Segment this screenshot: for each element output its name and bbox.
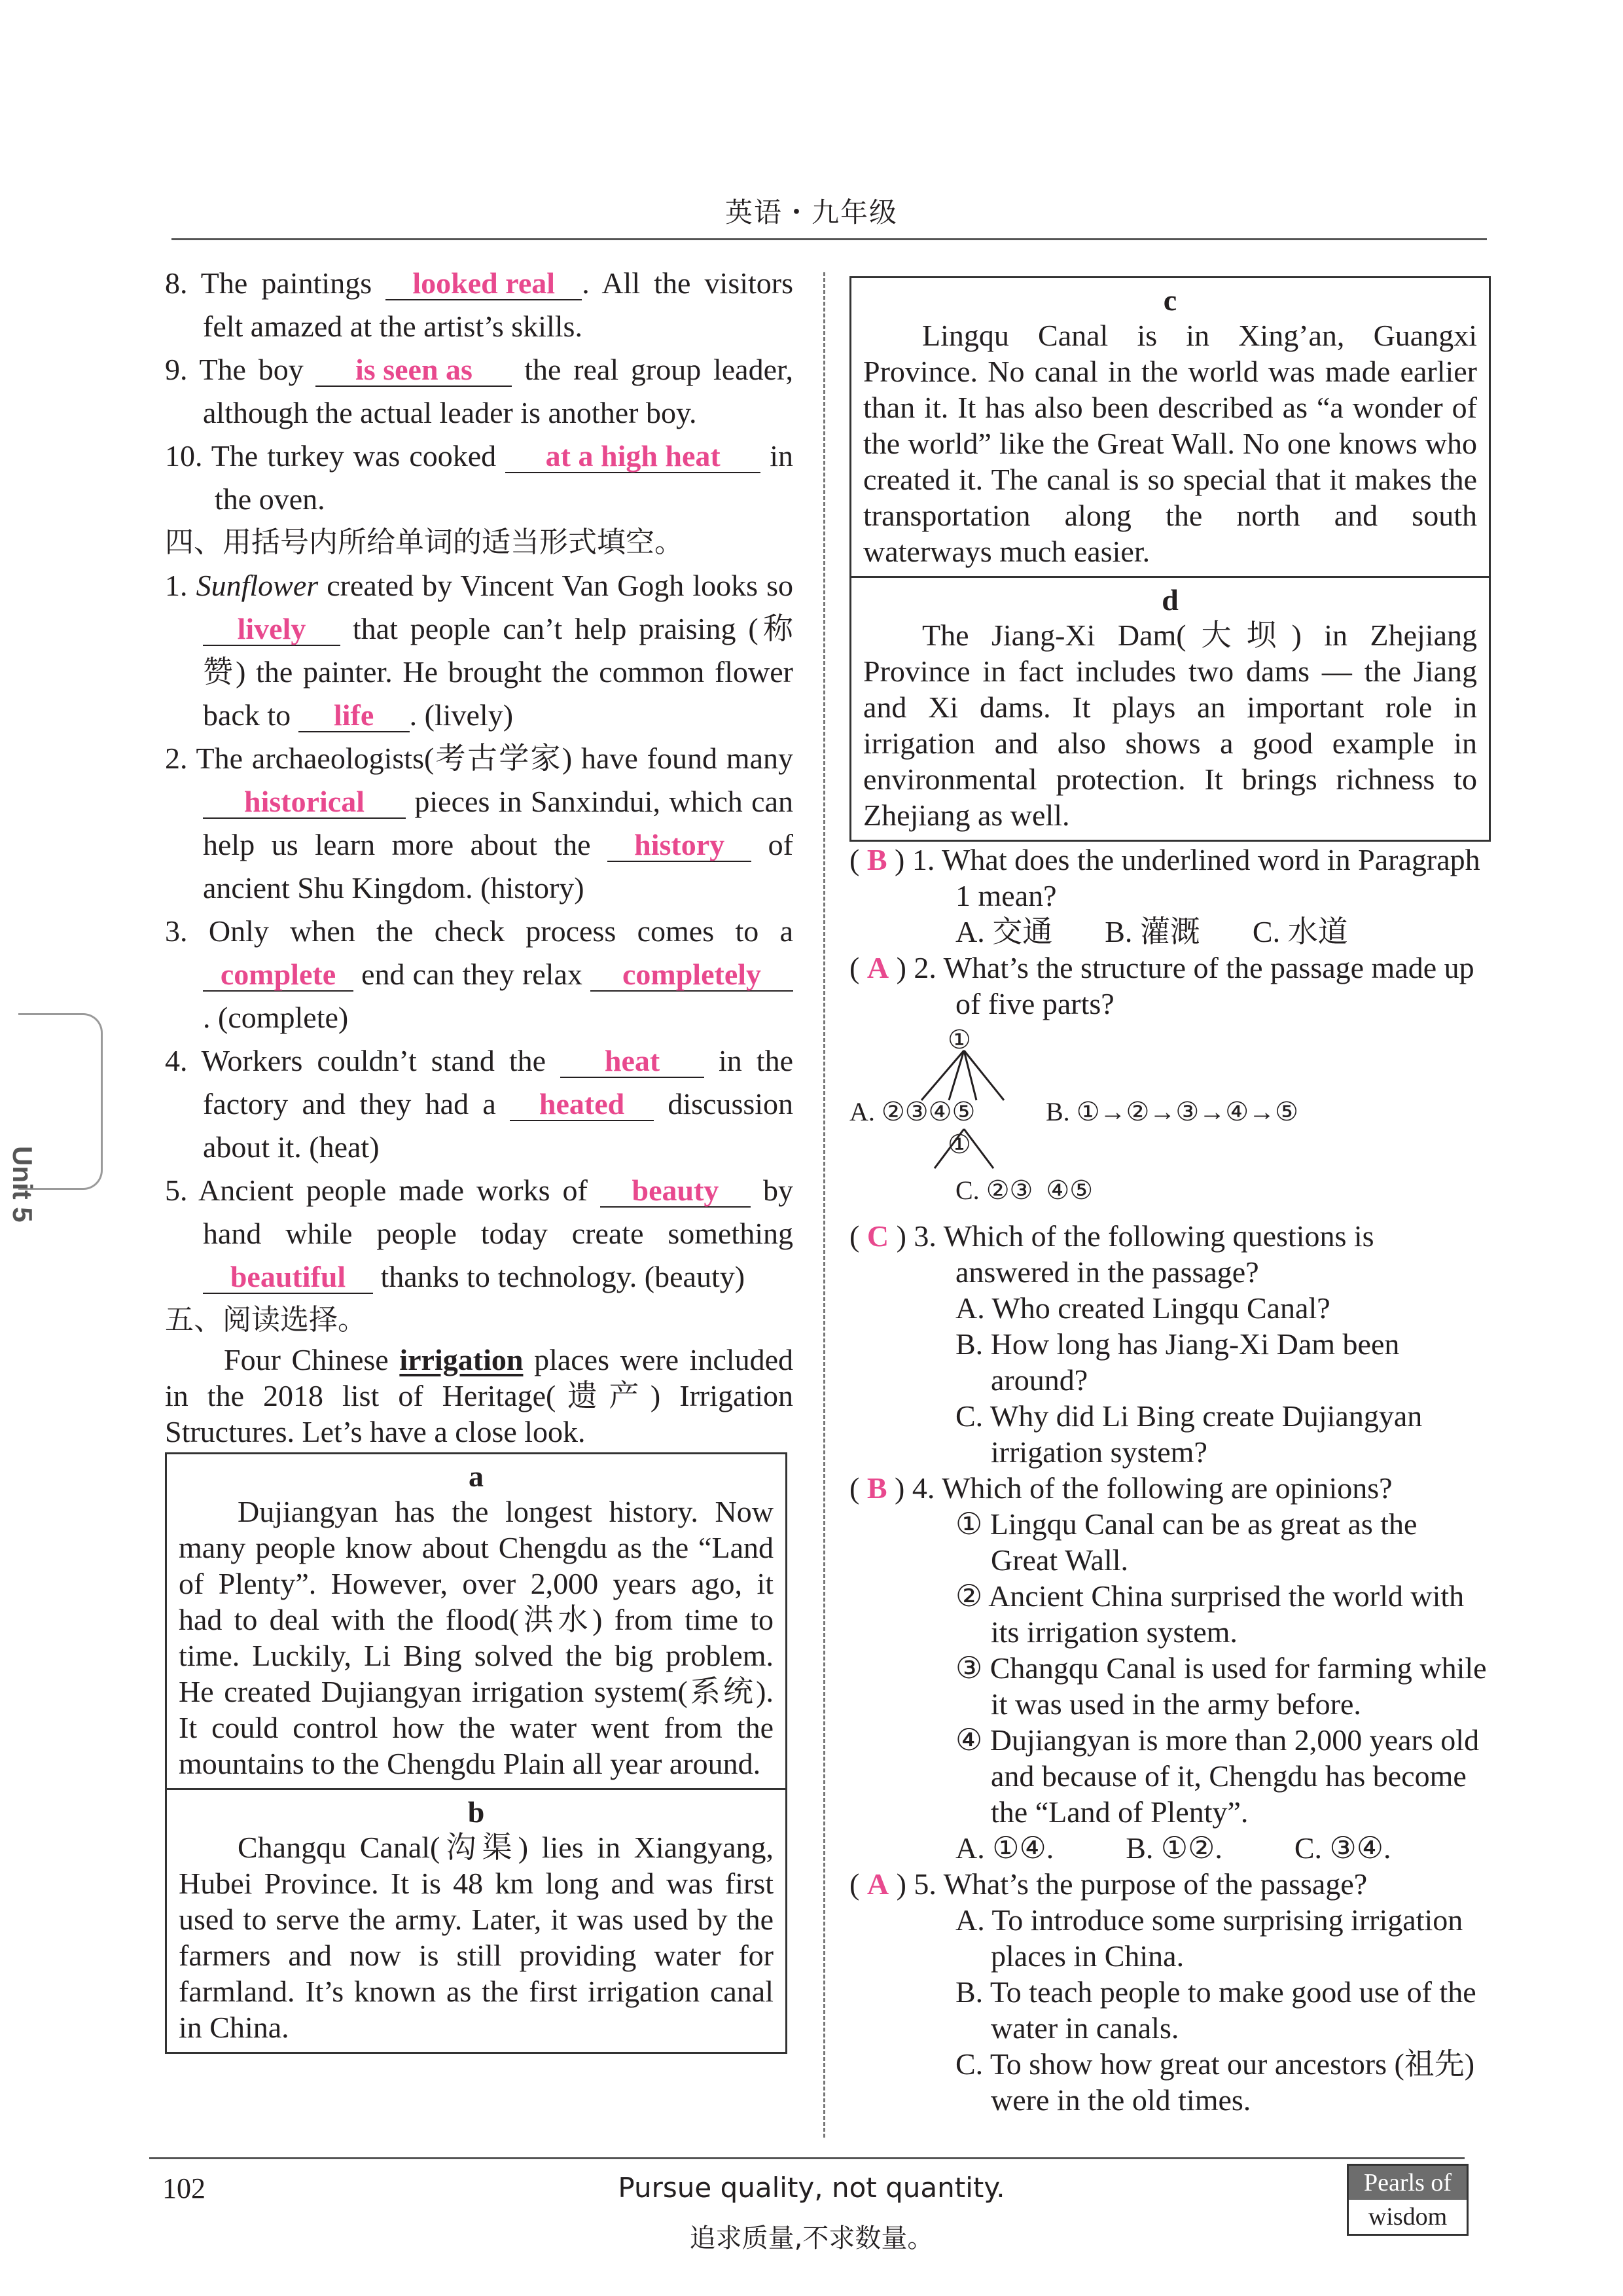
left-column	[165, 262, 793, 2054]
passage-label: b	[467, 1795, 485, 1829]
word-form-question-3: 3. Only when the check process comes to a complete end can they relax completely. (complete)	[165, 914, 793, 1034]
tree-a-top: ①	[948, 1025, 971, 1054]
answer-blank[interactable]: beauty	[600, 1175, 751, 1208]
passage-label: d	[1162, 583, 1179, 617]
statement-4: ④ Dujiangyan is more than 2,000 years old and because of it, Chengdu has become the “Land of Plenty”.	[955, 1723, 1480, 1829]
word-form-question-4: 4. Workers couldn’t stand the heat in the factory and they had a heated discussion about it. (heat)	[165, 1044, 794, 1164]
answer-blank[interactable]: looked real	[385, 268, 582, 300]
answer-blank[interactable]: heated	[510, 1088, 654, 1121]
passage-d	[851, 576, 1489, 840]
reading-question-4: ( B ) 4. Which of the following are opinions?	[849, 1471, 1393, 1505]
passage-label: c	[1163, 283, 1177, 317]
answer-blank[interactable]: at a high heat	[505, 440, 760, 473]
options-row	[849, 914, 1491, 950]
option-b[interactable]: B. 灌溉	[1105, 915, 1200, 948]
tree-c-top: ①	[948, 1130, 971, 1159]
answer-letter: A	[866, 1867, 889, 1901]
passage-label: a	[469, 1460, 484, 1493]
answer-blank[interactable]: complete	[203, 959, 353, 992]
answer-letter: A	[866, 951, 889, 984]
answer-blank[interactable]: is seen as	[315, 354, 512, 387]
option-a[interactable]: A. Who created Lingqu Canal?	[955, 1291, 1330, 1325]
passage-box-right	[849, 276, 1491, 842]
unit-label: Unit 5	[7, 1146, 38, 1223]
column-divider	[823, 272, 825, 2138]
options-row	[849, 1830, 1491, 1866]
pearls-of-wisdom-badge	[1347, 2164, 1469, 2236]
section-4-heading: 四、用括号内所给单词的适当形式填空。	[165, 526, 683, 559]
answer-blank[interactable]: beautiful	[203, 1261, 373, 1294]
reading-question-3: ( C ) 3. Which of the following questions is answered in the passage?	[849, 1219, 1374, 1289]
unit-side-tab	[7, 1013, 103, 1223]
reading-intro: Four Chinese irrigation places were included in the 2018 list of Heritage(遗产) Irrigation Structures. Let’s have a close look.	[165, 1343, 794, 1448]
answer-blank[interactable]: completely	[590, 959, 793, 992]
header-divider	[171, 238, 1487, 240]
passage-a	[167, 1454, 785, 1788]
answer-blank[interactable]: history	[607, 829, 751, 862]
word-form-question-2: 2. The archaeologists(考古学家) have found many historical pieces in Sanxindui, which can help us learn more about the history of ancient Shu Kingdom. (history)	[165, 742, 794, 905]
footer-motto-chinese: 追求质量,不求数量。	[689, 2223, 934, 2253]
option-b[interactable]: B. ①→②→③→④→⑤	[1046, 1097, 1298, 1126]
statement-2: ② Ancient China surprised the world with its irrigation system.	[955, 1579, 1465, 1649]
passage-text: Lingqu Canal is in Xing’an, Guangxi Province. No canal in the world was made earlier than it. It has also been described as “a wonder of the world” like the Great Wall. No one knows who created it. The canal is so special that it makes the transportation along the north and south waterways much easier.	[863, 319, 1477, 568]
option-b[interactable]: B. ①②.	[1126, 1831, 1222, 1865]
answer-blank[interactable]: lively	[203, 613, 340, 646]
passage-text: Changqu Canal(沟渠) lies in Xiangyang, Hubei Province. It is 48 km long and was first used to serve the army. Later, it was used by the farmers and now is still providing water for farmland. It’s known as the first irrigation canal in China.	[179, 1831, 774, 2044]
fill-question-10: 10. The turkey was cooked at a high heat in the oven.	[165, 439, 794, 516]
statement-1: ① Lingqu Canal can be as great as the Great Wall.	[955, 1507, 1418, 1577]
option-c[interactable]: C. ③④.	[1294, 1831, 1391, 1865]
reading-question-2: ( A ) 2. What’s the structure of the passage made up of five parts?	[849, 951, 1474, 1020]
badge-top-text: Pearls of	[1349, 2166, 1467, 2200]
passage-b	[167, 1788, 785, 2052]
structure-option-c[interactable]: C. ②③ ④⑤	[849, 1172, 1491, 1218]
option-a[interactable]: A. 交通	[955, 915, 1053, 948]
option-c[interactable]: C. Why did Li Bing create Dujiangyan irrigation system?	[955, 1399, 1423, 1469]
passage-c	[851, 278, 1489, 576]
fill-question-8: 8. The paintings looked real . All the visitors felt amazed at the artist’s skills.	[165, 266, 794, 343]
answer-letter: B	[866, 843, 887, 876]
statement-3: ③ Changqu Canal is used for farming while it was used in the army before.	[955, 1651, 1487, 1721]
word-form-question-1: 1. Sunflower created by Vincent Van Gogh looks so lively that people can’t help praising (称赞) the painter. He brought the common flower back to life . (lively)	[165, 569, 794, 732]
answer-blank[interactable]: historical	[203, 786, 406, 819]
page-header-title: 英语・九年级	[724, 198, 898, 228]
word-form-question-5: 5. Ancient people made works of beauty by hand while people today create something beautiful thanks to technology. (beauty)	[165, 1174, 793, 1293]
answer-blank[interactable]: heat	[560, 1045, 704, 1078]
answer-letter: C	[866, 1219, 889, 1253]
underlined-word: irrigation	[399, 1343, 524, 1376]
fill-question-9: 9. The boy is seen as the real group leader, although the actual leader is another boy.	[165, 353, 793, 429]
answer-blank[interactable]: life	[298, 700, 410, 732]
footer-motto-english: Pursue quality, not quantity.	[618, 2172, 1005, 2204]
reading-question-5: ( A ) 5. What’s the purpose of the passage?	[849, 1867, 1368, 1901]
passage-text: The Jiang-Xi Dam(大坝) in Zhejiang Province in fact includes two dams — the Jiang and Xi dams. It plays an important role in irrigation and also shows a good example in environmental protection. It brings richness to Zhejiang as well.	[863, 619, 1477, 832]
right-column	[849, 276, 1491, 2118]
footer-divider	[149, 2157, 1465, 2159]
passage-text: Dujiangyan has the longest history. Now many people know about Chengdu as the “Land of Plenty”. However, over 2,000 years ago, it had to deal with the flood(洪水) from time to time. Luckily, Li Bing solved the big problem. He created Dujiangyan irrigation system(系统). It could control how the water went from the mountains to the Chengdu Plain all year around.	[179, 1495, 774, 1780]
tree-c-arrows	[915, 1126, 1013, 1172]
section-5-heading: 五、阅读选择。	[165, 1303, 366, 1336]
option-a[interactable]: A. ②③④⑤	[849, 1097, 976, 1126]
reading-question-1: ( B ) 1. What does the underlined word in Paragraph 1 mean?	[849, 843, 1480, 912]
page-number: 102	[162, 2172, 205, 2204]
badge-bottom-text: wisdom	[1368, 2203, 1448, 2231]
option-b[interactable]: B. How long has Jiang-Xi Dam been around?	[955, 1327, 1400, 1397]
option-c[interactable]: C. To show how great our ancestors (祖先) were in the old times.	[955, 2047, 1475, 2117]
option-a[interactable]: A. ①④.	[955, 1831, 1054, 1865]
option-a[interactable]: A. To introduce some surprising irrigation places in China.	[955, 1903, 1463, 1973]
option-c[interactable]: C. 水道	[1252, 915, 1348, 948]
passage-box-left	[165, 1452, 787, 2054]
answer-letter: B	[866, 1471, 887, 1505]
option-b[interactable]: B. To teach people to make good use of the water in canals.	[955, 1975, 1476, 2045]
